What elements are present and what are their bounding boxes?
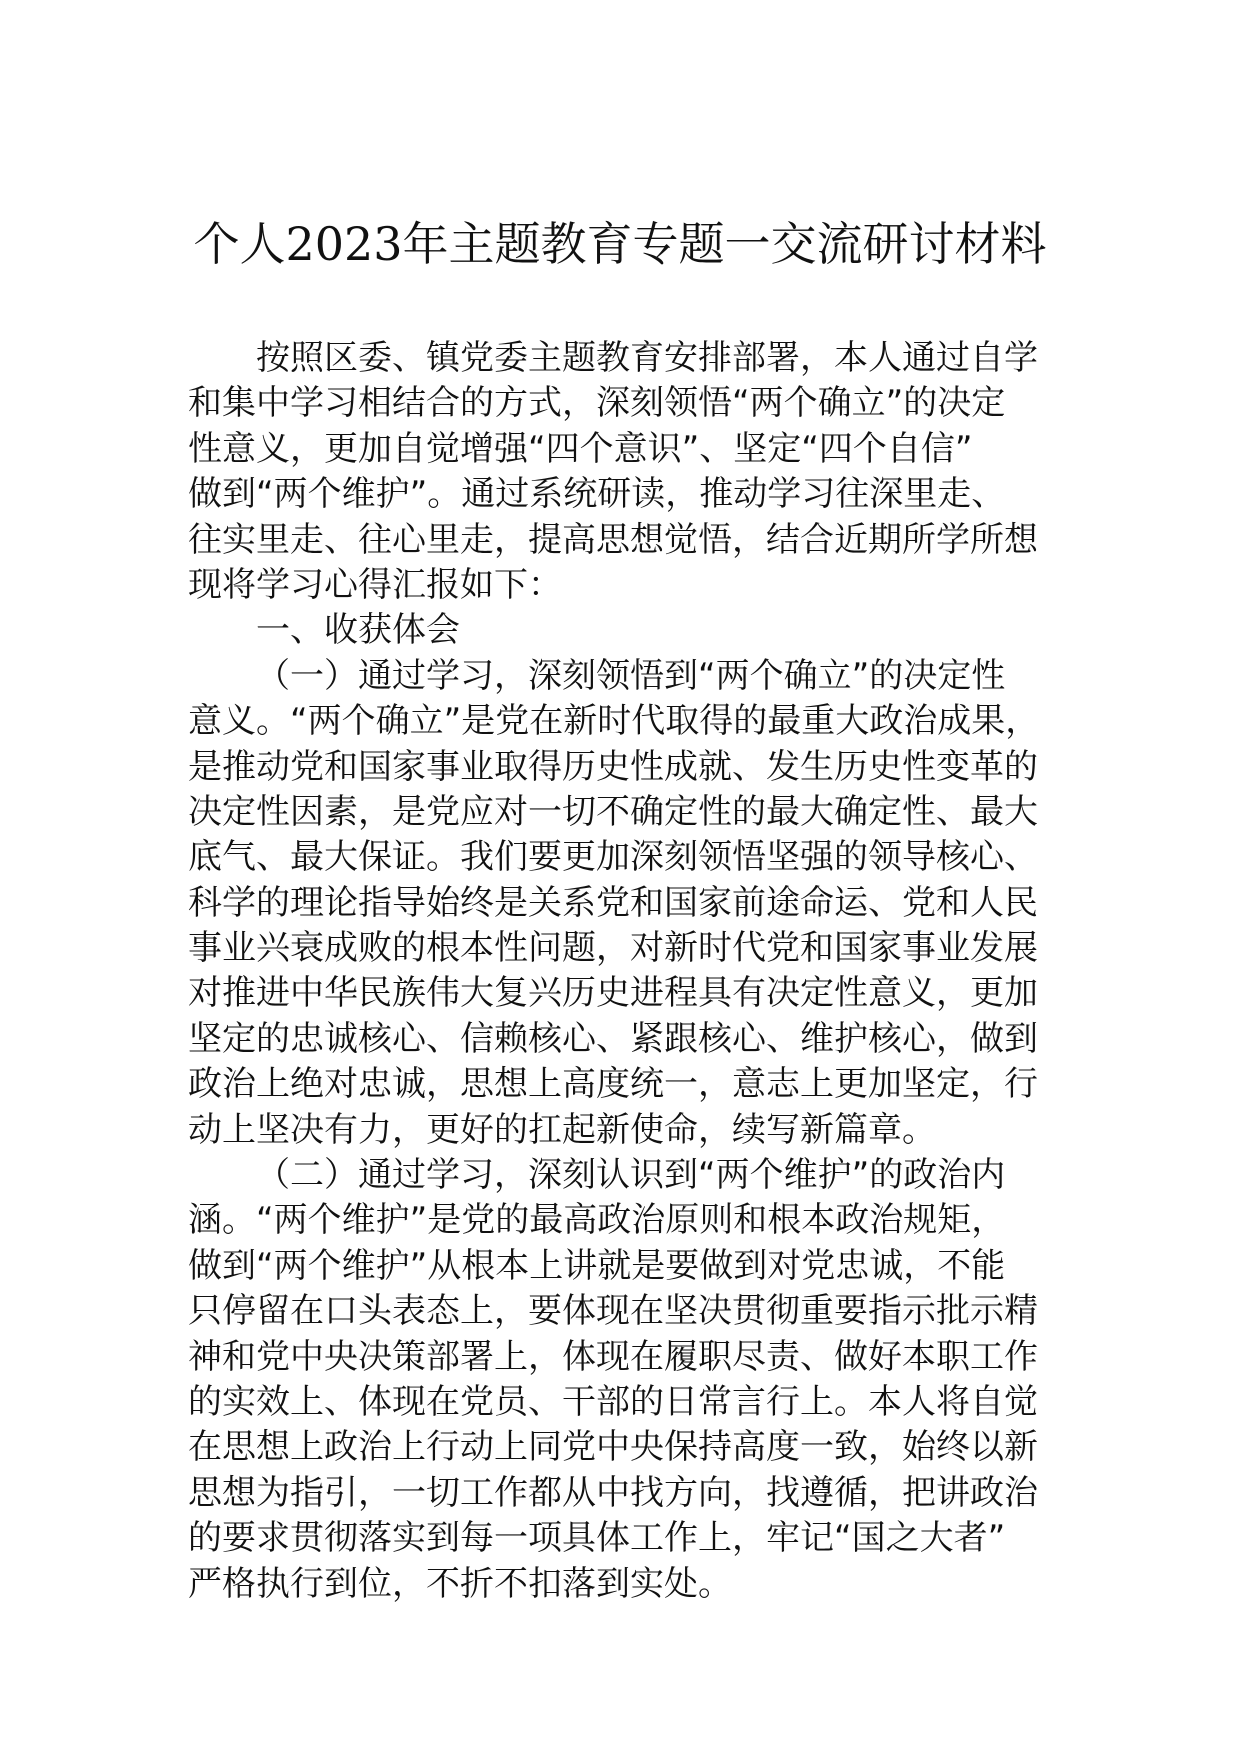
text-line: 性意义，更加自觉增强“四个意识”、坚定“四个自信”: [188, 428, 973, 469]
document-body: [188, 336, 1068, 1607]
text-line: 政治上绝对忠诚，思想上高度统一，意志上更加坚定，行: [188, 1064, 1038, 1105]
text-line: 一、收获体会: [256, 610, 460, 651]
text-line: 决定性因素，是党应对一切不确定性的最大确定性、最大: [188, 791, 1038, 832]
text-line: 和集中学习相结合的方式，深刻领悟“两个确立”的决定: [188, 383, 1006, 424]
text-line: 在思想上政治上行动上同党中央保持高度一致，始终以新: [188, 1427, 1038, 1468]
document-title: 个人2023年主题教育专题一交流研讨材料: [193, 217, 1047, 271]
text-line: 的要求贯彻落实到每一项具体工作上，牢记“国之大者”: [188, 1518, 1006, 1559]
text-line: 是推动党和国家事业取得历史性成就、发生历史性变革的: [188, 746, 1038, 787]
text-line: 做到“两个维护”。通过系统研读，推动学习往深里走、: [188, 474, 1006, 515]
text-line: 事业兴衰成败的根本性问题，对新时代党和国家事业发展: [188, 928, 1038, 969]
text-line: 神和党中央决策部署上，体现在履职尽责、做好本职工作: [188, 1336, 1038, 1377]
text-line: 动上坚决有力，更好的扛起新使命，续写新篇章。: [188, 1109, 936, 1150]
text-line: （一）通过学习，深刻领悟到“两个确立”的决定性: [256, 655, 1006, 696]
text-line: 涵。“两个维护”是党的最高政治原则和根本政治规矩，: [188, 1200, 1006, 1241]
text-line: 坚定的忠诚核心、信赖核心、紧跟核心、维护核心，做到: [188, 1018, 1038, 1059]
text-line: 的实效上、体现在党员、干部的日常言行上。本人将自觉: [188, 1381, 1038, 1422]
text-line: 只停留在口头表态上，要体现在坚决贯彻重要指示批示精: [188, 1291, 1038, 1332]
text-line: 往实里走、往心里走，提高思想觉悟，结合近期所学所想: [188, 519, 1038, 560]
text-line: 做到“两个维护”从根本上讲就是要做到对党忠诚，不能: [188, 1245, 1006, 1286]
text-line: （二）通过学习，深刻认识到“两个维护”的政治内: [256, 1155, 1006, 1196]
text-line: 现将学习心得汇报如下：: [188, 564, 562, 605]
text-line: 按照区委、镇党委主题教育安排部署，本人通过自学: [256, 338, 1038, 378]
text-line: 严格执行到位，不折不扣落到实处。: [188, 1563, 732, 1604]
text-line: 对推进中华民族伟大复兴历史进程具有决定性意义，更加: [188, 973, 1038, 1014]
text-line: 底气、最大保证。我们要更加深刻领悟坚强的领导核心、: [188, 837, 1038, 878]
text-line: 意义。“两个确立”是党在新时代取得的最重大政治成果，: [188, 701, 1040, 742]
text-line: 思想为指引，一切工作都从中找方向，找遵循，把讲政治: [188, 1472, 1038, 1513]
text-line: 科学的理论指导始终是关系党和国家前途命运、党和人民: [188, 882, 1038, 923]
